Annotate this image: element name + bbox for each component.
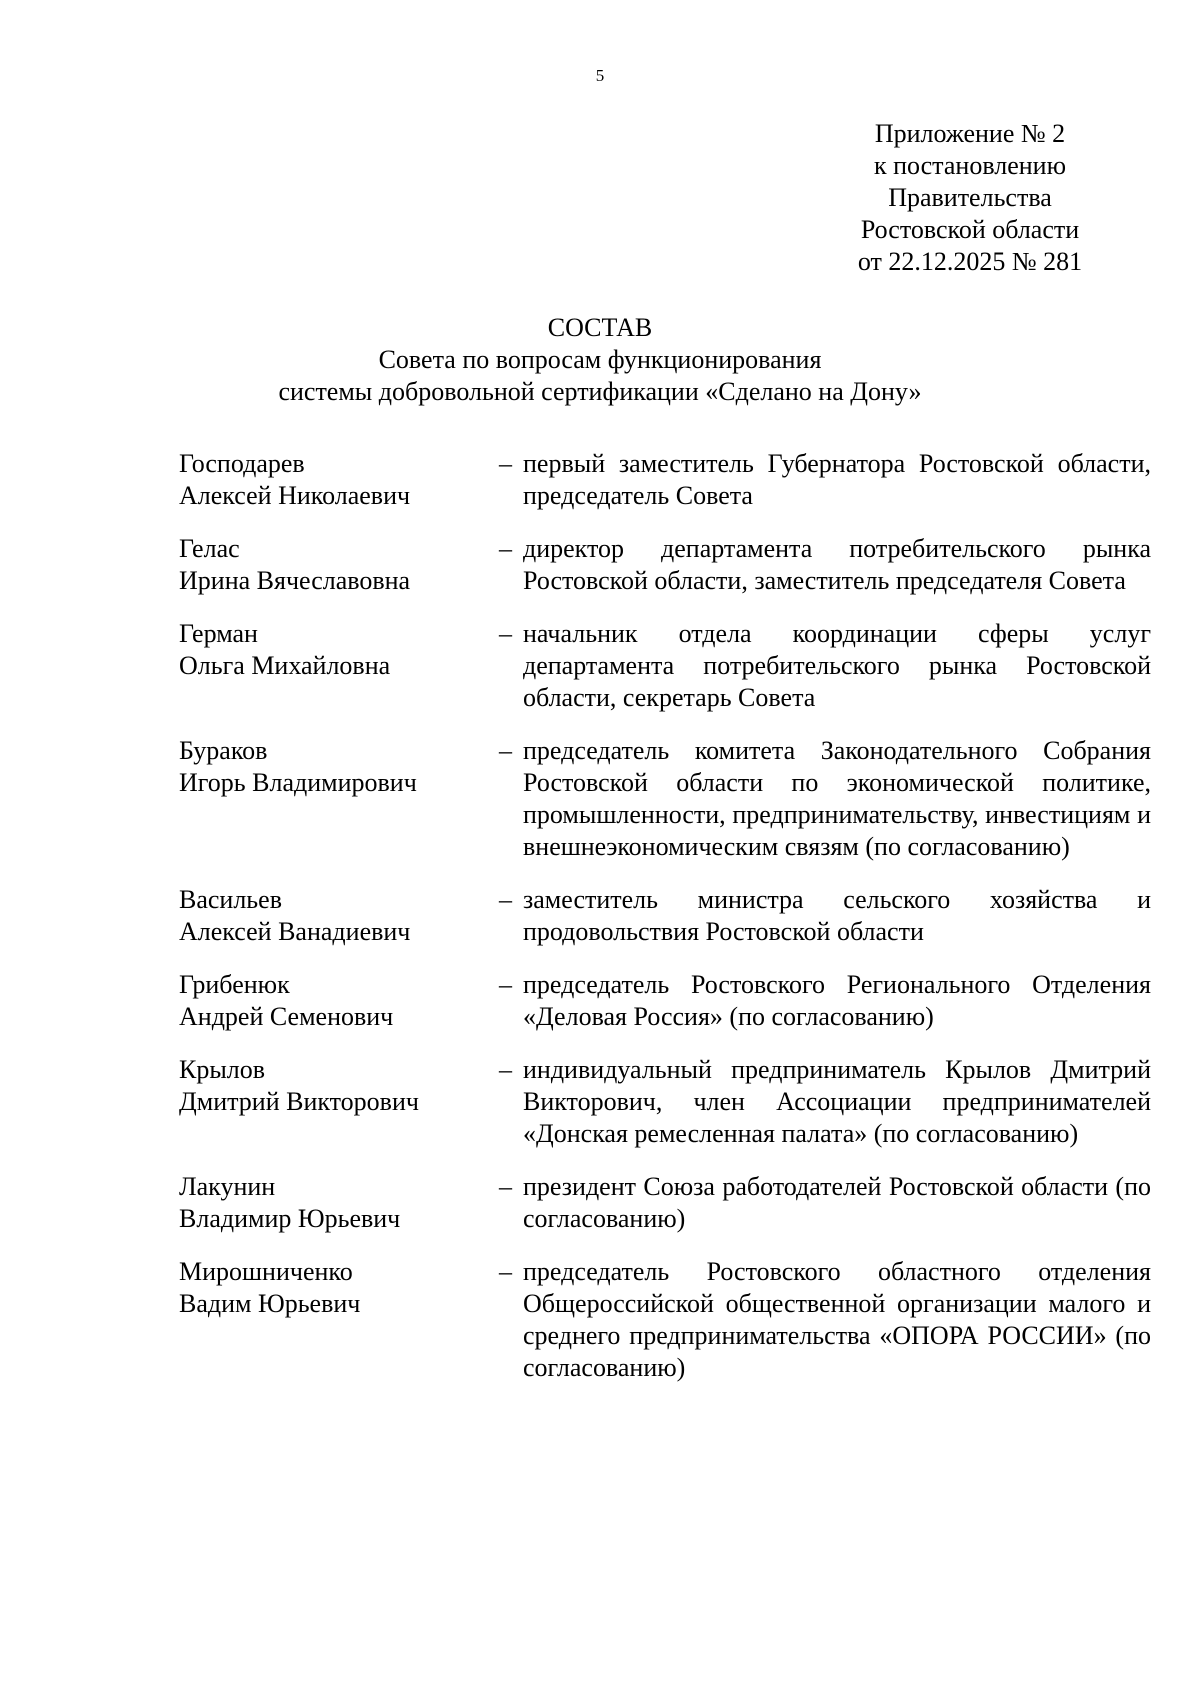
member-name: [179, 618, 499, 714]
member-name: [179, 1054, 499, 1150]
member-surname: Гелас: [179, 534, 240, 563]
member-name: [179, 1171, 499, 1235]
member-role: заместитель министра сельского хозяйства и продовольствия Ростовской области: [523, 885, 1151, 946]
member-role: председатель Ростовского Регионального Отделения «Деловая Россия» (по согласованию): [523, 970, 1151, 1031]
member-given-names: Дмитрий Викторович: [179, 1087, 419, 1116]
member-surname: Герман: [179, 619, 258, 648]
member-surname: Господарев: [179, 449, 305, 478]
dash-separator: –: [499, 534, 512, 563]
member-name: [179, 448, 499, 512]
title-line: Совета по вопросам функционирования: [378, 345, 822, 374]
document-title: [0, 312, 1200, 408]
dash-separator: –: [499, 1055, 512, 1084]
page-number: 5: [595, 66, 605, 85]
member-entry: [179, 1054, 1151, 1150]
member-name: [179, 884, 499, 948]
member-given-names: Андрей Семенович: [179, 1002, 394, 1031]
dash-separator: –: [499, 619, 512, 648]
member-surname: Лакунин: [179, 1172, 276, 1201]
member-given-names: Игорь Владимирович: [179, 768, 417, 797]
dash-separator: –: [499, 1172, 512, 1201]
member-surname: Крылов: [179, 1055, 266, 1084]
member-entry: [179, 969, 1151, 1033]
member-entry: [179, 1256, 1151, 1384]
dash-separator: –: [499, 449, 512, 478]
member-surname: Грибенюк: [179, 970, 290, 999]
dash-separator: –: [499, 1257, 512, 1286]
member-entry: [179, 533, 1151, 597]
member-given-names: Ольга Михайловна: [179, 651, 391, 680]
member-name: [179, 1256, 499, 1384]
member-entry: [179, 618, 1151, 714]
dash-separator: –: [499, 736, 512, 765]
member-given-names: Алексей Николаевич: [179, 481, 411, 510]
appendix-line: от 22.12.2025 № 281: [857, 247, 1083, 276]
member-role: президент Союза работодателей Ростовской области (по согласованию): [523, 1172, 1151, 1233]
member-role: директор департамента потребительского рынка Ростовской области, заместитель председателя Совета: [523, 534, 1151, 595]
member-given-names: Вадим Юрьевич: [179, 1289, 361, 1318]
member-given-names: Алексей Ванадиевич: [179, 917, 411, 946]
member-role: начальник отдела координации сферы услуг департамента потребительского рынка Ростовской области, секретарь Совета: [523, 619, 1151, 712]
member-given-names: Владимир Юрьевич: [179, 1204, 401, 1233]
member-name: [179, 533, 499, 597]
member-role: председатель комитета Законодательного Собрания Ростовской области по экономической политике, промышленности, предпринимательству, инвестициям и внешнеэкономическим связям (по согласованию): [523, 736, 1151, 861]
appendix-line: Правительства: [888, 183, 1052, 212]
member-surname: Бураков: [179, 736, 268, 765]
member-surname: Васильев: [179, 885, 282, 914]
member-role: первый заместитель Губернатора Ростовской области, председатель Совета: [523, 449, 1151, 510]
member-entry: [179, 1171, 1151, 1235]
member-role: индивидуальный предприниматель Крылов Дмитрий Викторович, член Ассоциации предпринимателей «Донская ремесленная палата» (по согласованию): [523, 1055, 1151, 1148]
member-given-names: Ирина Вячеславовна: [179, 566, 411, 595]
member-name: [179, 969, 499, 1033]
dash-separator: –: [499, 885, 512, 914]
title-line: системы добровольной сертификации «Сделано на Дону»: [278, 377, 922, 406]
appendix-line: к постановлению: [873, 151, 1067, 180]
member-surname: Мирошниченко: [179, 1257, 353, 1286]
dash-separator: –: [499, 970, 512, 999]
title-heading: СОСТАВ: [547, 313, 653, 342]
member-entry: [179, 448, 1151, 512]
member-entry: [179, 884, 1151, 948]
member-name: [179, 735, 499, 863]
members-list: [179, 448, 1151, 1405]
appendix-line: Приложение № 2: [874, 119, 1066, 148]
appendix-line: Ростовской области: [860, 215, 1080, 244]
member-role: председатель Ростовского областного отделения Общероссийской общественной организации малого и среднего предпринимательства «ОПОРА РОССИИ» (по согласованию): [523, 1257, 1151, 1382]
member-entry: [179, 735, 1151, 863]
appendix-header: [820, 118, 1120, 278]
